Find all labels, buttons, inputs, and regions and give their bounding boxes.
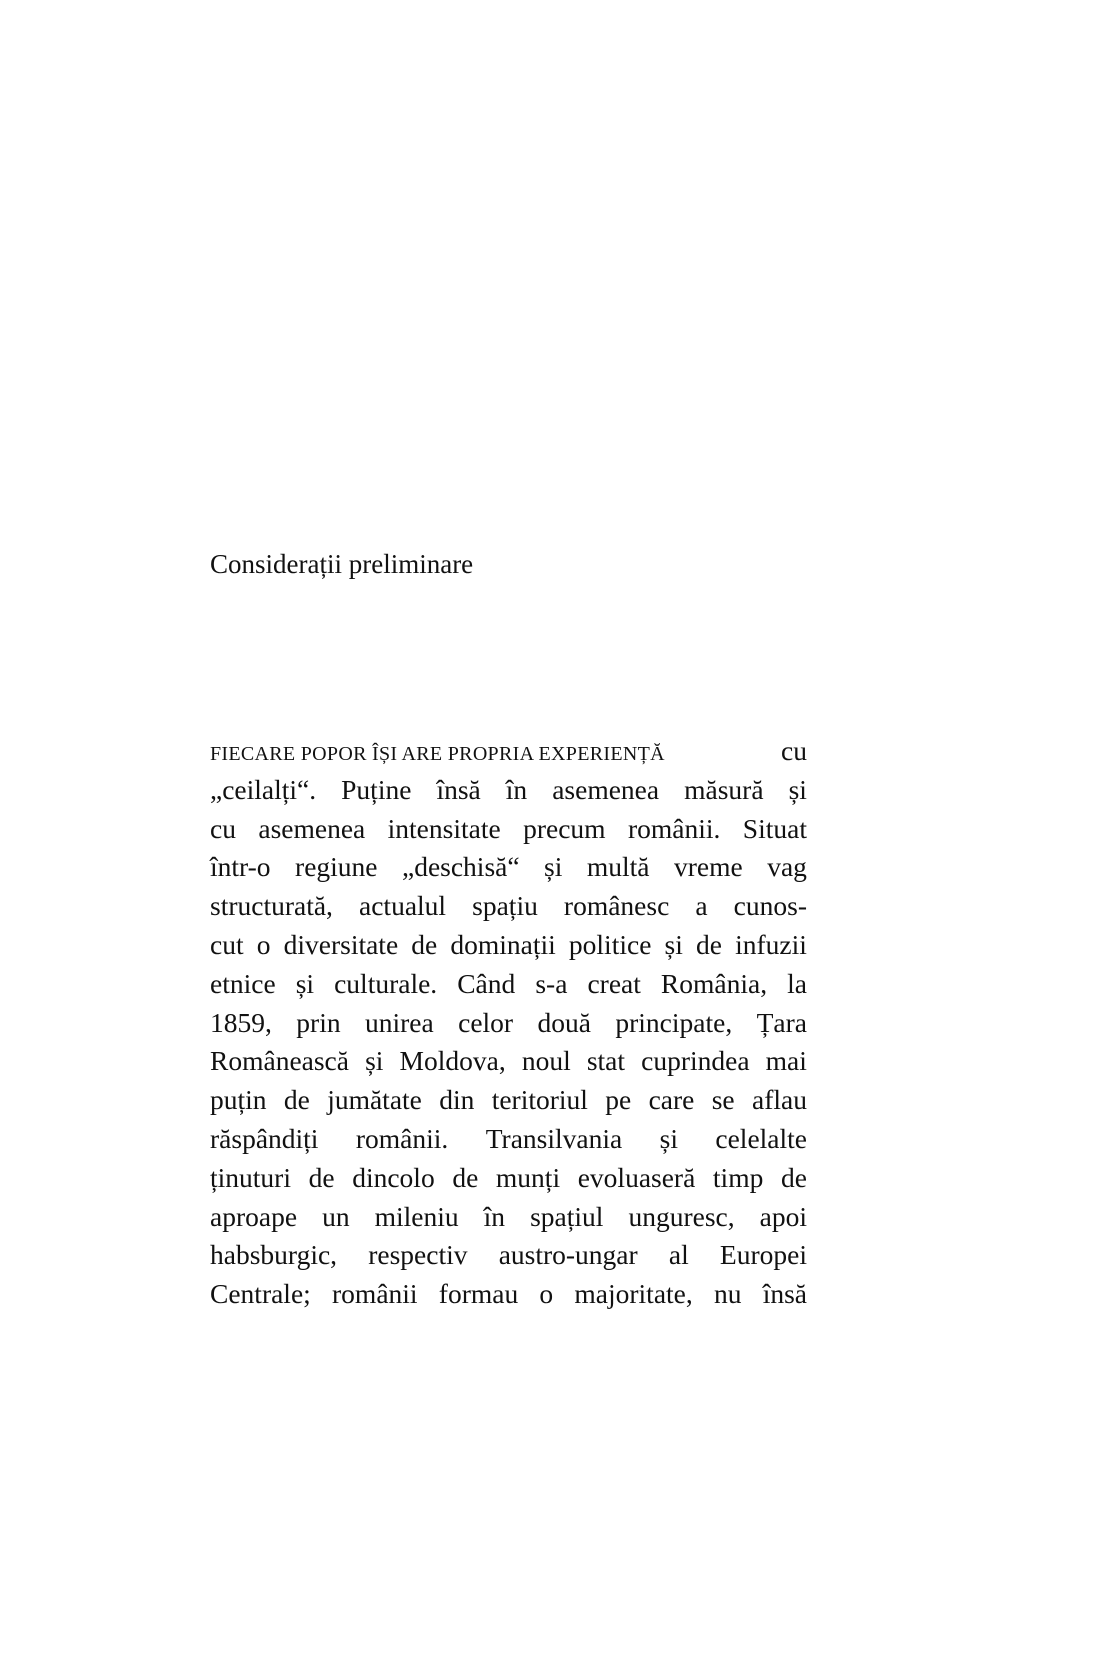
body-text: [210, 732, 807, 1314]
word: ținuturi: [210, 1161, 291, 1193]
word: însă: [436, 773, 481, 805]
text-line: [210, 1081, 807, 1120]
word: România,: [660, 967, 768, 999]
word: majoritate,: [574, 1278, 693, 1310]
word: apoi: [759, 1200, 807, 1232]
word: stat: [586, 1045, 626, 1077]
word: mai: [765, 1045, 807, 1077]
word: noul: [521, 1045, 571, 1077]
word: s-a: [535, 967, 568, 999]
text-line-first-tail: cu: [781, 735, 807, 766]
word: precum: [523, 812, 606, 844]
word: răspândiți: [210, 1122, 319, 1154]
word: regiune: [295, 851, 378, 883]
word: unguresc,: [628, 1200, 735, 1232]
word: de: [452, 1161, 479, 1193]
text-line: [210, 1275, 807, 1314]
word: dincolo: [352, 1161, 435, 1193]
text-line: [210, 926, 807, 965]
word: și: [544, 851, 563, 883]
word: o: [256, 928, 271, 960]
word: politice: [568, 928, 652, 960]
word: de: [696, 928, 722, 960]
word: mileniu: [374, 1200, 459, 1232]
word: și: [365, 1045, 384, 1077]
word: Europei: [719, 1239, 807, 1271]
chapter-title: Considerații preliminare: [210, 549, 474, 579]
text-line-first: [210, 732, 807, 771]
word: și: [659, 1122, 678, 1154]
word: o: [539, 1278, 554, 1310]
word: infuzii: [735, 928, 807, 960]
word: nu: [713, 1278, 742, 1310]
word: Situat: [742, 812, 807, 844]
word: și: [788, 773, 807, 805]
word: vag: [767, 851, 807, 883]
word: jumătate: [327, 1084, 422, 1116]
word: vreme: [674, 851, 743, 883]
word: pe: [605, 1084, 632, 1116]
text-line: [210, 887, 807, 926]
word: însă: [762, 1278, 807, 1310]
word: „ceilalți“.: [210, 773, 317, 805]
word: care: [648, 1084, 695, 1116]
word: de: [411, 928, 438, 960]
word: într-o: [210, 851, 271, 883]
word: Puține: [341, 773, 412, 805]
word: în: [483, 1200, 506, 1232]
word: aproape: [210, 1200, 298, 1232]
word: Țara: [756, 1006, 807, 1038]
opening-small-caps: FIECARE POPOR ÎȘI ARE PROPRIA EXPERIENȚĂ: [210, 743, 665, 765]
word: aflau: [751, 1084, 807, 1116]
word: celelalte: [715, 1122, 807, 1154]
word: de: [780, 1161, 807, 1193]
text-line: [210, 810, 807, 849]
word: Românească: [210, 1045, 349, 1077]
text-line: [210, 965, 807, 1004]
word: evoluaseră: [577, 1161, 696, 1193]
word: asemenea: [552, 773, 660, 805]
word: Transilvania: [485, 1122, 623, 1154]
word: a: [695, 890, 708, 922]
word: 1859,: [210, 1006, 272, 1038]
word: cuprindea: [641, 1045, 750, 1077]
word: dominații: [450, 928, 556, 960]
word: austro-ungar: [498, 1239, 638, 1271]
word: culturale.: [334, 967, 438, 999]
word: creat: [587, 967, 641, 999]
word: românii: [332, 1278, 418, 1310]
word: măsură: [684, 773, 764, 805]
word: românesc: [563, 890, 670, 922]
word: un: [322, 1200, 350, 1232]
word: Moldova,: [399, 1045, 506, 1077]
word: multă: [586, 851, 650, 883]
word: de: [308, 1161, 335, 1193]
word: unirea: [365, 1006, 434, 1038]
text-line: [210, 848, 807, 887]
word: Când: [457, 967, 516, 999]
word: intensitate: [387, 812, 501, 844]
word: al: [668, 1239, 689, 1271]
word: două: [537, 1006, 591, 1038]
word: munți: [495, 1161, 561, 1193]
word: din: [439, 1084, 475, 1116]
text-line: [210, 1198, 807, 1237]
word: spațiu: [472, 890, 538, 922]
word: „deschisă“: [401, 851, 520, 883]
word: românii.: [627, 812, 721, 844]
word: cunos-: [733, 890, 807, 922]
word: se: [711, 1084, 735, 1116]
text-line: [210, 1120, 807, 1159]
word: teritoriul: [491, 1084, 588, 1116]
word: habsburgic,: [210, 1239, 338, 1271]
text-line: [210, 1004, 807, 1043]
word: etnice: [210, 967, 276, 999]
word: de: [283, 1084, 310, 1116]
word: cut: [210, 928, 244, 960]
word: și: [664, 928, 683, 960]
word: cu: [210, 812, 236, 844]
word: formau: [438, 1278, 519, 1310]
word: structurată,: [210, 890, 333, 922]
text-line: [210, 1042, 807, 1081]
word: românii.: [355, 1122, 449, 1154]
word: prin: [296, 1006, 341, 1038]
word: puțin: [210, 1084, 267, 1116]
word: principate,: [615, 1006, 733, 1038]
text-line: [210, 1159, 807, 1198]
word: respectiv: [368, 1239, 468, 1271]
word: asemenea: [258, 812, 366, 844]
word: la: [787, 967, 807, 999]
word: Centrale;: [210, 1278, 311, 1310]
word: timp: [712, 1161, 764, 1193]
text-line: [210, 771, 807, 810]
text-line: [210, 1236, 807, 1275]
word: diversitate: [283, 928, 399, 960]
word: și: [295, 967, 315, 999]
word: spațiul: [530, 1200, 604, 1232]
word: în: [505, 773, 528, 805]
word: celor: [458, 1006, 514, 1038]
word: actualul: [359, 890, 447, 922]
